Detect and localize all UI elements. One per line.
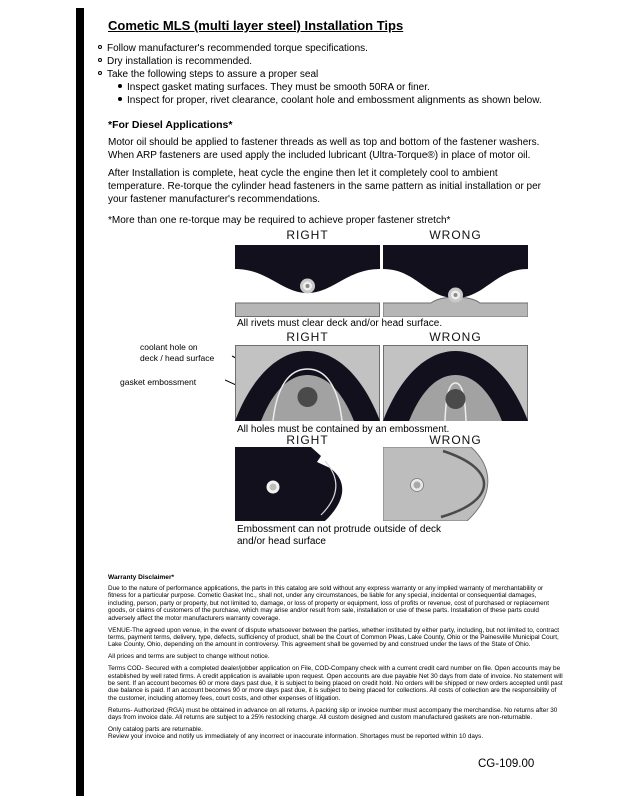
disclaimer-paragraph: All prices and terms are subject to change without notice. — [108, 653, 270, 661]
tip-text: Take the following steps to assure a proper seal — [107, 69, 319, 80]
disclaimer-paragraph: Only catalog parts are returnable. — [108, 726, 203, 733]
tip-item — [98, 42, 570, 55]
diagram-edge-right — [235, 447, 380, 521]
bullet-icon — [98, 58, 102, 62]
tip-sub-item — [98, 81, 570, 94]
caption-row2: All holes must be contained by an embossment. — [237, 424, 450, 435]
deck-piece — [383, 447, 488, 521]
tip-text: Follow manufacturer's recommended torque specifications. — [107, 43, 368, 54]
coolant-hole — [298, 387, 318, 407]
tip-text: Dry installation is recommended. — [107, 56, 253, 67]
right-label-row1: RIGHT — [286, 228, 329, 242]
tip-item — [98, 68, 570, 81]
retorque-note: *More than one re-torque may be required to achieve proper fastener stretch* — [108, 215, 451, 226]
right-label-row3: RIGHT — [286, 433, 329, 447]
diesel-paragraph-2: After Installation is complete, heat cycle the engine then let it completely cool to ambient temperature. Re-torque the cylinder head fasteners in the same pattern as initial installation or per your fastener manufacturer's recommendations. — [108, 168, 542, 205]
warranty-disclaimer-section — [108, 574, 563, 741]
rivet-icon — [300, 279, 315, 294]
tip-text: Inspect for proper, rivet clearance, coolant hole and embossment alignments as shown below. — [127, 95, 542, 106]
diagram-rivet-right — [235, 245, 380, 317]
tip-item — [98, 55, 570, 68]
disclaimer-paragraph: Review your invoice and notify us immediately of any incorrect or inaccurate information. Shortages must be reported within 10 days. — [108, 733, 484, 741]
diesel-applications-heading: *For Diesel Applications* — [108, 119, 233, 131]
callout-gasket-embossment: gasket embossment — [120, 377, 197, 387]
bolt-hole — [411, 479, 424, 492]
diagram-embossment-right — [235, 345, 380, 421]
diagram-edge-wrong — [383, 447, 528, 521]
left-border-bar — [76, 8, 84, 796]
diagram-embossment-wrong — [383, 345, 528, 421]
wrong-label-row2: WRONG — [429, 330, 482, 344]
disclaimer-paragraph: Terms COD- Secured with a completed dealer/jobber application on File, COD-Company check with a current credit card number on file. Open accounts may be established by well rated firms. A credit application is available upon request. Open accounts are due payable Net 30 days from date of invoice. No statement will be sent. If an account becomes 60 or more days past due, it is subject to being placed on credit hold. No orders will be shipped or new orders accepted until past due balance is paid. If an account becomes 90 or more days past due, it is subject to being placed for collections. All costs of collection are the responsibility of the customer, including attorney fees, court costs, and other expenses of litigation. — [108, 665, 563, 702]
disclaimer-paragraph: Due to the nature of performance applications, the parts in this catalog are sold without any express warranty or any implied warranty of merchantability or fitness for a particular purpose. Cometic Gasket Inc., shall not, under any circumstances, be liable for any special, incidental or consequential damages, including, person, party or property, but not limited to, damage, or loss of property or equipment, loss of profits or revenue, cost of purchased or replacement goods, or claims of customers of the purchase, which may arise and/or result from sale, installation or use of these parts. Installation of these parts could adversely affect the motor manufacturers warranty coverage. — [108, 585, 550, 622]
deck-surface — [236, 303, 380, 317]
right-label-row2: RIGHT — [286, 330, 329, 344]
bullet-icon — [98, 71, 102, 75]
installation-tips-section — [98, 18, 570, 226]
coolant-hole — [446, 389, 466, 409]
page-number: CG-109.00 — [478, 758, 535, 770]
bullet-icon — [118, 84, 122, 88]
diagram-rivet-wrong — [383, 245, 528, 317]
tip-sub-item — [98, 94, 570, 107]
disclaimer-paragraph: VENUE-The agreed upon venue, in the event of dispute whatsoever between the parties, whether instituted by either party, including, but not limited to, contract terms, payment terms, delivery, type, defects, sufficiency of product, shall be the Court of Common Pleas, Lake County, Ohio or the Painesville Municipal Court, Lake County, Ohio, depending on the amount in controversy. This agreement shall be governed by and construed under the laws of the State of Ohio. — [108, 626, 560, 649]
tip-text: Inspect gasket mating surfaces. They must be smooth 50RA or finer. — [127, 82, 430, 93]
callout-coolant-hole: coolant hole on deck / head surface — [140, 342, 215, 363]
bolt-hole — [267, 481, 280, 494]
caption-row1: All rivets must clear deck and/or head surface. — [237, 318, 443, 329]
wrong-label-row3: WRONG — [429, 433, 482, 447]
rivet-icon — [448, 288, 463, 303]
bullet-icon — [98, 45, 102, 49]
wrong-label-row1: WRONG — [429, 228, 482, 242]
diesel-paragraph-1: Motor oil should be applied to fastener threads as well as top and bottom of the fastener washers. When ARP fasteners are used apply the included lubricant (Ultra-Torque®) in place of motor oil. — [108, 137, 540, 161]
disclaimer-heading: Warranty Disclaimer* — [108, 574, 175, 581]
disclaimer-paragraph: Returns- Authorized (RGA) must be obtained in advance on all returns. A packing slip or invoice number must accompany the merchandise. No returns after 30 days from invoice date. All returns are subject to a 25% restocking charge. All custom designed and custom manufactured gaskets are non-returnable. — [108, 706, 558, 722]
page-title: Cometic MLS (multi layer steel) Installation Tips — [108, 18, 404, 33]
bullet-icon — [118, 97, 122, 101]
caption-row3: Embossment can not protrude outside of deck and/or head surface — [237, 524, 442, 547]
